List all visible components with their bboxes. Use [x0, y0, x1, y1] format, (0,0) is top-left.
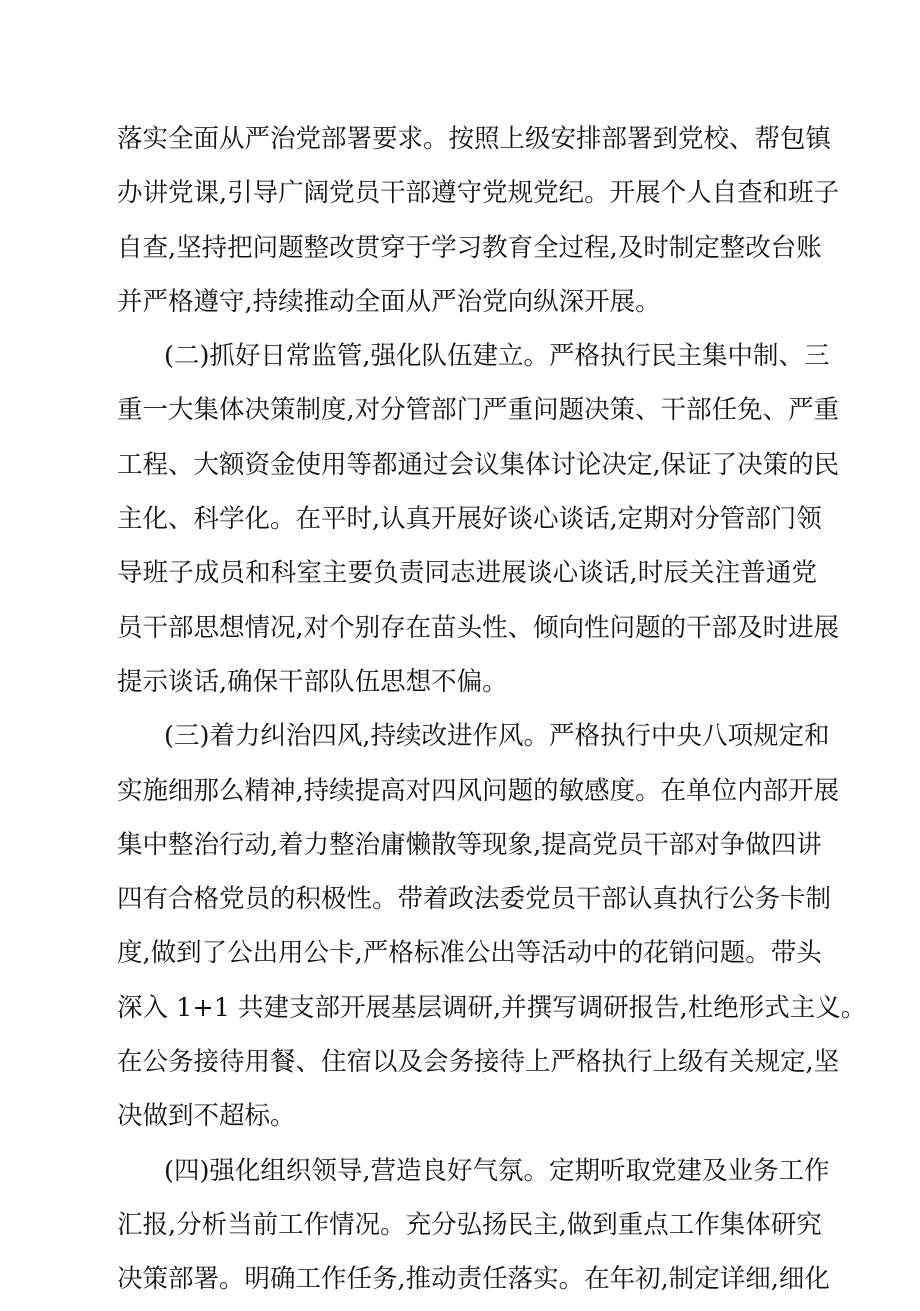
- text-line: 员干部思想情况,对个别存在苗头性、倾向性问题的干部及时进展: [117, 612, 840, 643]
- text-line: 重一大集体决策制度,对分管部门严重问题决策、干部任免、严重: [117, 395, 840, 426]
- text-line: 汇报,分析当前工作情况。充分弘扬民主,做到重点工作集体研究: [117, 1209, 822, 1240]
- text-line: 落实全面从严治党部署要求。按照上级安排部署到党校、帮包镇: [117, 124, 832, 154]
- document-body: [117, 116, 867, 1311]
- text-line: (二)抓好日常监管,强化队伍建立。严格执行民主集中制、三: [164, 341, 830, 372]
- text-line: (四)强化组织领导,营造良好气氛。定期听取党建及业务工作: [164, 1155, 830, 1186]
- text-line: 主化、科学化。在平时,认真开展好谈心谈话,定期对分管部门领: [117, 504, 822, 535]
- text-line: 自查,坚持把问题整改贯穿于学习教育全过程,及时制定整改台账: [117, 232, 822, 263]
- text-line: 并严格遵守,持续推动全面从严治党向纵深开展。: [117, 286, 661, 317]
- text-line: 集中整治行动,着力整治庸懒散等现象,提高党员干部对争做四讲: [117, 829, 822, 860]
- text-line: 决策部署。明确工作任务,推动责任落实。在年初,制定详细,细化: [117, 1264, 830, 1295]
- text-line: 导班子成员和科室主要负责同志进展谈心谈话,时辰关注普通党: [117, 558, 817, 589]
- text-line: 度,做到了公出用公卡,严格标准公出等活动中的花销问题。带头: [117, 938, 822, 969]
- text-line: (三)着力纠治四风,持续改进作风。严格执行中央八项规定和: [164, 721, 830, 752]
- text-line: 深入 1+1 共建支部开展基层调研,并撰写调研报告,杜绝形式主义。: [117, 992, 867, 1023]
- text-line: 四有合格党员的积极性。带着政法委党员干部认真执行公务卡制: [117, 884, 832, 915]
- text-line: 实施细那么精神,持续提高对四风问题的敏感度。在单位内部开展: [117, 775, 840, 806]
- text-line: 办讲党课,引导广阔党员干部遵守党规党纪。开展个人自查和班子: [117, 178, 840, 209]
- text-line: 工程、大额资金使用等都通过会议集体讨论决定,保证了决策的民: [117, 449, 840, 480]
- text-line: 提示谈话,确保干部队伍思想不偏。: [117, 666, 508, 697]
- text-line: 决做到不超标。: [117, 1101, 296, 1132]
- text-line: 在公务接待用餐、住宿以及会务接待上严格执行上级有关规定,坚: [117, 1047, 840, 1078]
